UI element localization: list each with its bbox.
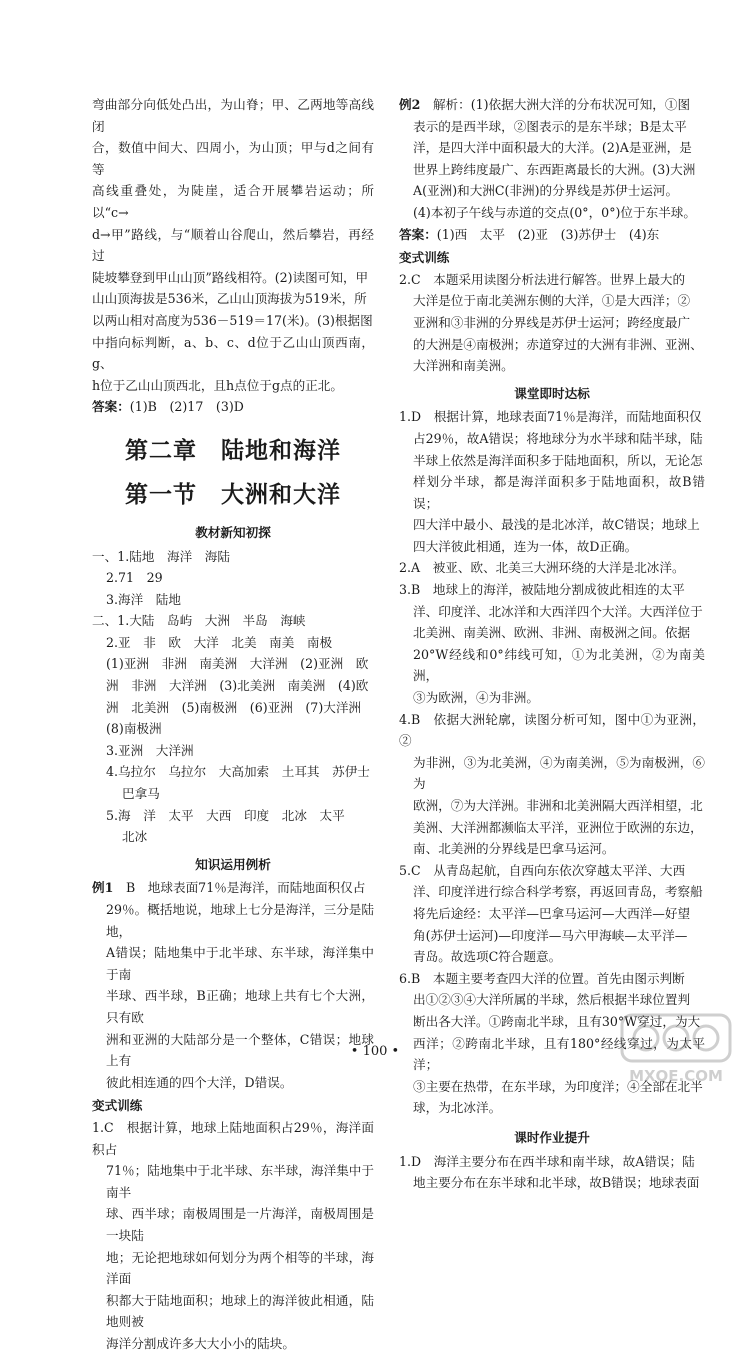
answer-line: 球、西半球；南极周围是一片海洋，南极周围是一块陆 [106,1206,374,1243]
answer-line: 青岛。故选项C符合题意。 [413,949,562,965]
text-line: 弯曲部分向低处凸出，为山脊；甲、乙两地等高线闭 [92,97,374,134]
answer-line: 表示的是西半球，②图表示的是东半球；B是太平 [413,118,687,134]
answer-line: A(亚洲)和大洲C(非洲)的分界线是苏伊士运河。 [413,183,679,199]
answer-line: 占29％，故A错误；将地球分为水半球和陆半球，陆 [413,430,703,446]
answer-line: 2.C 本题采用读图分析法进行解答。世界上最大的 [399,271,686,287]
example-heading: 知识运用例析 [195,856,271,872]
knowledge-line: 二、1.大陆 岛屿 大洲 半岛 海峡 [92,613,306,629]
example-2 [399,94,705,224]
knowledge-line: 洲 北美洲 (5)南极洲 (6)亚洲 (7)大洋洲 [106,699,362,715]
answer-line: 洋、印度洋进行综合科学考察，再返回青岛，考察船 [413,884,703,900]
variant-heading-left: 变式训练 [92,1098,143,1114]
text-line: 高线重叠处，为陡崖，适合开展攀岩运动；所以“c→ [92,183,374,220]
knowledge-line: 2.71 29 [106,570,163,586]
answer-line: 例2 解析：(1)依据大洲大洋的分布状况可知，①图 [399,97,691,112]
answer-line: 出①②③④大洋所属的半球，然后根据半球位置判 [413,992,691,1008]
text-line: 山山顶海拔是536米，乙山山顶海拔为519米，所 [92,291,367,307]
knowledge-list [92,546,374,848]
answer-line: 彼此相连通的四个大洋，D错误。 [106,1074,293,1090]
answer-line: 6.B 本题主要考查四大洋的位置。首先由图示判断 [399,970,685,986]
knowledge-line: 洲 非洲 大洋洲 (3)北美洲 南美洲 (4)欧 [106,678,369,694]
answer-line: 世界上跨纬度最广、东西距离最长的大洲。(3)大洲 [413,161,696,177]
answer-text: (1)西 太平 (2)亚 (3)苏伊士 (4)东 [436,226,660,242]
knowledge-line: 3.海洋 陆地 [106,591,181,607]
answer-line: 3.B 地球上的海洋，被陆地分割成彼此相连的太平 [399,582,685,598]
answer-line: 71％；陆地集中于北半球、东半球，海洋集中于南半 [106,1163,374,1200]
answer-line: 四大洋彼此相通，连为一体，故D正确。 [413,538,638,554]
answer-line: 1.D 根据计算，地球表面71％是海洋，而陆地面积仅 [399,409,702,425]
answer-line: A错误；陆地集中于北半球、东半球，海洋集中于南 [106,945,374,982]
answer-line: ③主要在热带，在东半球，为印度洋；④全部在北半 [413,1078,703,1094]
watermark-logo-icon [616,1009,736,1089]
answer-line: (4)本初子午线与赤道的交点(0°，0°)位于东半球。 [413,204,696,220]
answer-line: ③为欧洲，④为非洲。 [413,690,539,706]
answer-line: 半球、西半球，B正确；地球上共有七个大洲，只有欧 [106,988,374,1025]
section-title: 第一节 大洲和大洋 [125,481,341,508]
answer-line: 2.A 被亚、欧、北美三大洲环绕的大洋是北冰洋。 [399,560,685,576]
answer-line: 20°W经线和0°纬线可知，①为北美洲，②为南美洲， [413,646,705,684]
text-line: h位于乙山山顶西北，且h点位于g点的正北。 [92,377,343,393]
answer-line: 样划分半球，都是海洋面积多于陆地面积，故B错误； [413,474,705,511]
answer-label: 答案： [92,399,130,415]
answer-line: 5.C 从青岛起航，自西向东依次穿越太平洋、大西 [399,862,686,878]
text-line: d→甲”路线，与“顺着山谷爬山，然后攀岩，再经过 [92,226,374,264]
page-number: • 100 • [350,1044,400,1059]
watermark-text: MXQE.COM [629,1067,723,1085]
text-line: 合，数值中间大、四周小，为山顶；甲与d之间有等 [92,140,374,177]
answer-line: 半球上依然是海洋面积多于陆地面积，所以，无论怎 [413,452,703,468]
text-line: 以两山相对高度为536－519＝17(米)。(3)根据图 [92,312,373,328]
answer-line: 4.B 依据大洲轮廓，读图分析可知，图中①为亚洲，② [399,711,705,749]
answer-label: 答案： [399,226,437,242]
variant-1 [92,1117,374,1354]
answer-line: 大洋洲和南美洲。 [413,358,514,374]
knowledge-line: 5.海 洋 太平 大西 印度 北冰 太平 [106,807,345,823]
example-label: 例2 [399,97,421,112]
answer-line: 角(苏伊士运河)—印度洋—马六甲海峡—太平洋— [413,927,688,943]
answer-line: 大洋是位于南北美洲东侧的大洋，①是大西洋；② [413,293,691,309]
new-knowledge-heading: 教材新知初探 [195,524,271,540]
chapter-title: 第二章 陆地和海洋 [125,437,341,464]
answer-line: 例1 B 地球表面71％是海洋，而陆地面积仅占 [92,880,366,896]
answer-line: 积都大于陆地面积；地球上的海洋彼此相通，陆地则被 [106,1292,374,1330]
answer-line: 球，为北冰洋。 [413,1100,502,1116]
answer-line: 将先后途经：太平洋—巴拿马运河—大西洋—好望 [413,905,691,921]
answer-line: 断出各大洋。①跨南北半球，且有30°W穿过，为大 [413,1013,701,1029]
answer-line: 洲和亚洲的大陆部分是一个整体，C错误；地球上有 [106,1031,374,1069]
knowledge-line: 2.亚 非 欧 大洋 北美 南美 南极 [106,634,333,650]
answer-line: 西洋；②跨南北半球，且有180°经线穿过，为太平洋； [413,1035,705,1073]
knowledge-line: (8)南极洲 [106,721,162,737]
answer-line: 1.D 海洋主要分布在西半球和南半球，故A错误；陆 [399,1153,695,1169]
example-2-answer [399,224,705,246]
answer-line: 地；无论把地球如何划分为两个相等的半球，海洋面 [106,1249,374,1287]
intro-answer [92,396,374,418]
answer-line: 南、北美洲的分界线是巴拿马运河。 [413,841,615,857]
answer-line: 地主要分布在东半球和北半球，故B错误；地球表面 [413,1175,700,1191]
homework-answers [399,1151,705,1194]
answer-line: 为非洲，③为北美洲，④为南美洲，⑤为南极洲，⑥为 [413,754,705,792]
knowledge-line: 一、1.陆地 海洋 海陆 [92,548,230,564]
answer-line: 的大洲是④南极洲；赤道穿过的大洲有非洲、亚洲、 [413,336,703,352]
answer-line: 北美洲、南美洲、欧洲、非洲、南极洲之间。依据 [413,625,691,641]
text-line: 中指向标判断，a、b、c、d位于乙山山顶西南，g、 [92,334,374,372]
variant-heading-right: 变式训练 [399,250,450,266]
knowledge-line: 北冰 [122,829,148,845]
answer-line: 洋，是四大洋中面积最大的大洋。(2)A是亚洲，是 [413,140,692,156]
intro-paragraph [92,94,374,396]
answer-line: 29％。概括地说，地球上七分是海洋，三分是陆地， [106,902,374,939]
answer-line: 欧洲，⑦为大洋洲。非洲和北美洲隔大西洋相望，北 [413,798,703,813]
left-column [92,94,374,1354]
text-line: 陡坡攀登到甲山山顶”路线相符。(2)读图可知，甲 [92,269,369,285]
answer-line: 四大洋中最小、最浅的是北冰洋，故C错误；地球上 [413,517,700,533]
homework-heading: 课时作业提升 [514,1129,590,1145]
knowledge-line: 巴拿马 [122,786,160,802]
knowledge-line: 3.亚洲 大洋洲 [106,742,194,758]
example-label: 例1 [92,880,114,896]
answer-line: 1.C 根据计算，地球上陆地面积占29％，海洋面积占 [92,1119,374,1157]
answer-line: 海洋分割成许多大大小小的陆块。 [106,1335,295,1351]
class-heading: 课堂即时达标 [514,385,590,401]
knowledge-line: 4.乌拉尔 乌拉尔 大高加索 土耳其 苏伊士 [106,764,370,780]
answer-line: 亚洲和③非洲的分界线是苏伊士运河；跨经度最广 [413,314,691,330]
knowledge-line: (1)亚洲 非洲 南美洲 大洋洲 (2)亚洲 欧 [106,656,369,672]
answer-line: 美洲、大洋洲都濒临太平洋，亚洲位于欧洲的东边， [413,819,703,835]
answer-text: (1)B (2)17 (3)D [129,399,244,415]
variant-2 [399,269,705,377]
answer-line: 洋、印度洋、北冰洋和大西洋四个大洋。大西洋位于 [413,603,703,619]
